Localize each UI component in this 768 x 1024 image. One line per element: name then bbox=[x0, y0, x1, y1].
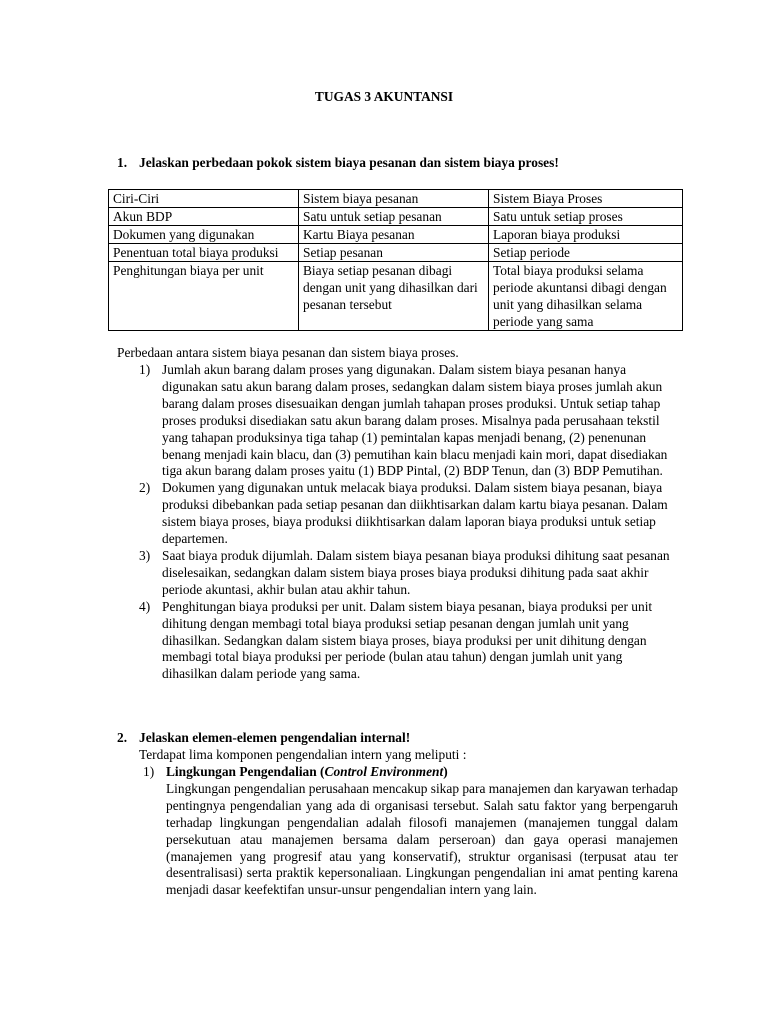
question-2-intro: Terdapat lima komponen pengendalian intern yang meliputi : bbox=[139, 747, 467, 762]
table-cell: Penghitungan biaya per unit bbox=[109, 262, 299, 331]
table-cell: Total biaya produksi selama periode akuntansi dibagi dengan unit yang dihasilkan selama periode yang sama bbox=[489, 262, 683, 331]
list-item-number: 2) bbox=[139, 480, 151, 496]
component-number: 1) bbox=[143, 764, 155, 779]
question-2-number: 2. bbox=[117, 730, 128, 745]
list-item-text: Dokumen yang digunakan untuk melacak biaya produksi. Dalam sistem biaya pesanan, biaya produksi dibebankan pada setiap pesanan dan diikhtisarkan dalam kartu biaya pesanan. Dalam sistem biaya proses, biaya produksi diikhtisarkan dalam laporan biaya produksi untuk setiap departemen. bbox=[162, 480, 668, 547]
table-cell: Laporan biaya produksi bbox=[489, 226, 683, 244]
list-item bbox=[117, 599, 677, 684]
table-cell: Satu untuk setiap pesanan bbox=[299, 208, 489, 226]
list-item-number: 1) bbox=[139, 362, 151, 377]
component-heading-italic: Control Environment bbox=[324, 764, 444, 779]
question-1-number: 1. bbox=[117, 155, 128, 170]
comparison-table bbox=[108, 189, 683, 331]
component-section bbox=[143, 764, 678, 899]
table-row bbox=[109, 208, 683, 226]
table-row bbox=[109, 262, 683, 331]
list-item-text: Saat biaya produk dijumlah. Dalam sistem biaya pesanan biaya produksi dihitung saat pesanan diselesaikan, sedangkan dalam sistem biaya proses biaya produksi dihitung pada saat akhir periode akuntasi, akhir bulan atau akhir tahun. bbox=[162, 547, 670, 597]
document-title: TUGAS 3 AKUNTANSI bbox=[314, 89, 454, 104]
table-cell: Dokumen yang digunakan bbox=[109, 226, 299, 244]
table-cell: Biaya setiap pesanan dibagi dengan unit yang dihasilkan dari pesanan tersebut bbox=[299, 262, 489, 331]
question-2-text: Jelaskan elemen-elemen pengendalian internal! bbox=[139, 730, 411, 745]
table-cell: Kartu Biaya pesanan bbox=[299, 226, 489, 244]
list-item-number: 4) bbox=[139, 598, 151, 614]
table-header-row bbox=[109, 190, 683, 208]
question-1-text: Jelaskan perbedaan pokok sistem biaya pesanan dan sistem biaya proses! bbox=[139, 155, 559, 170]
table-cell: Satu untuk setiap proses bbox=[489, 208, 683, 226]
table-header-cell: Sistem Biaya Proses bbox=[489, 190, 683, 208]
table-cell: Akun BDP bbox=[109, 208, 299, 226]
component-heading bbox=[143, 764, 678, 781]
list-item-text: Jumlah akun barang dalam proses yang digunakan. Dalam sistem biaya pesanan hanya digunakan satu akun barang dalam proses, sedangkan dalam sistem biaya proses jumlah akun barang dalam proses disesuaikan dengan jumlah tahapan proses produksi. Untuk setiap tahap proses produksi disediakan satu akun barang dalam proses. Misalnya pada perusahaan tekstil yang tahapan produksinya tiga tahap (1) pemintalan kapas menjadi benang, (2) penenunan benang menjadi kain blacu, dan (3) pemutihan kain blacu menjadi kain mori, dapat disediakan tiga akun barang dalam proses yaitu (1) BDP Pintal, (2) BDP Tenun, dan (3) BDP Pemutihan. bbox=[162, 362, 668, 479]
component-body: Lingkungan pengendalian perusahaan mencakup sikap para manajemen dan karyawan terhadap pentingnya pengendalian yang ada di organisasi tersebut. Salah satu faktor yang berpengaruh terhadap lingkungan pengendalian adalah filosofi manajemen (manajemen tunggal dalam persekutuan atau manajemen bersama dalam perseroan) dan gaya operasi manajemen (manajemen yang progresif atau yang konservatif), struktur organisasi (terpusat atau ter desentralisasi) serta praktik kepersonaliaan. Lingkungan pengendalian ini amat penting karena menjadi dasar keefektifan unsur-unsur pengendalian intern yang lain. bbox=[166, 780, 678, 898]
table-cell: Setiap periode bbox=[489, 244, 683, 262]
table-row bbox=[109, 226, 683, 244]
list-item-number: 3) bbox=[139, 547, 151, 563]
component-heading-text: Lingkungan Pengendalian ( bbox=[166, 764, 325, 779]
table-cell: Setiap pesanan bbox=[299, 244, 489, 262]
component-heading-close: ) bbox=[443, 764, 448, 779]
list-item-text: Penghitungan biaya produksi per unit. Dalam sistem biaya pesanan, biaya produksi per unit dihitung dengan membagi total biaya produksi setiap pesanan dengan jumlah unit yang dihasilkan. Sedangkan dalam sistem biaya proses, biaya produksi per unit dihitung dengan membagi total biaya produksi per periode (bulan atau tahun) dengan jumlah unit yang dihasilkan dalam periode yang sama. bbox=[162, 598, 653, 682]
difference-intro: Perbedaan antara sistem biaya pesanan dan sistem biaya proses. bbox=[117, 345, 459, 360]
difference-list bbox=[117, 362, 677, 683]
list-item bbox=[117, 548, 677, 599]
table-header-cell: Ciri-Ciri bbox=[109, 190, 299, 208]
table-cell: Penentuan total biaya produksi bbox=[109, 244, 299, 262]
list-item bbox=[117, 362, 677, 480]
table-row bbox=[109, 244, 683, 262]
table-header-cell: Sistem biaya pesanan bbox=[299, 190, 489, 208]
question-1 bbox=[117, 155, 559, 172]
question-2 bbox=[117, 730, 410, 747]
list-item bbox=[117, 480, 677, 548]
